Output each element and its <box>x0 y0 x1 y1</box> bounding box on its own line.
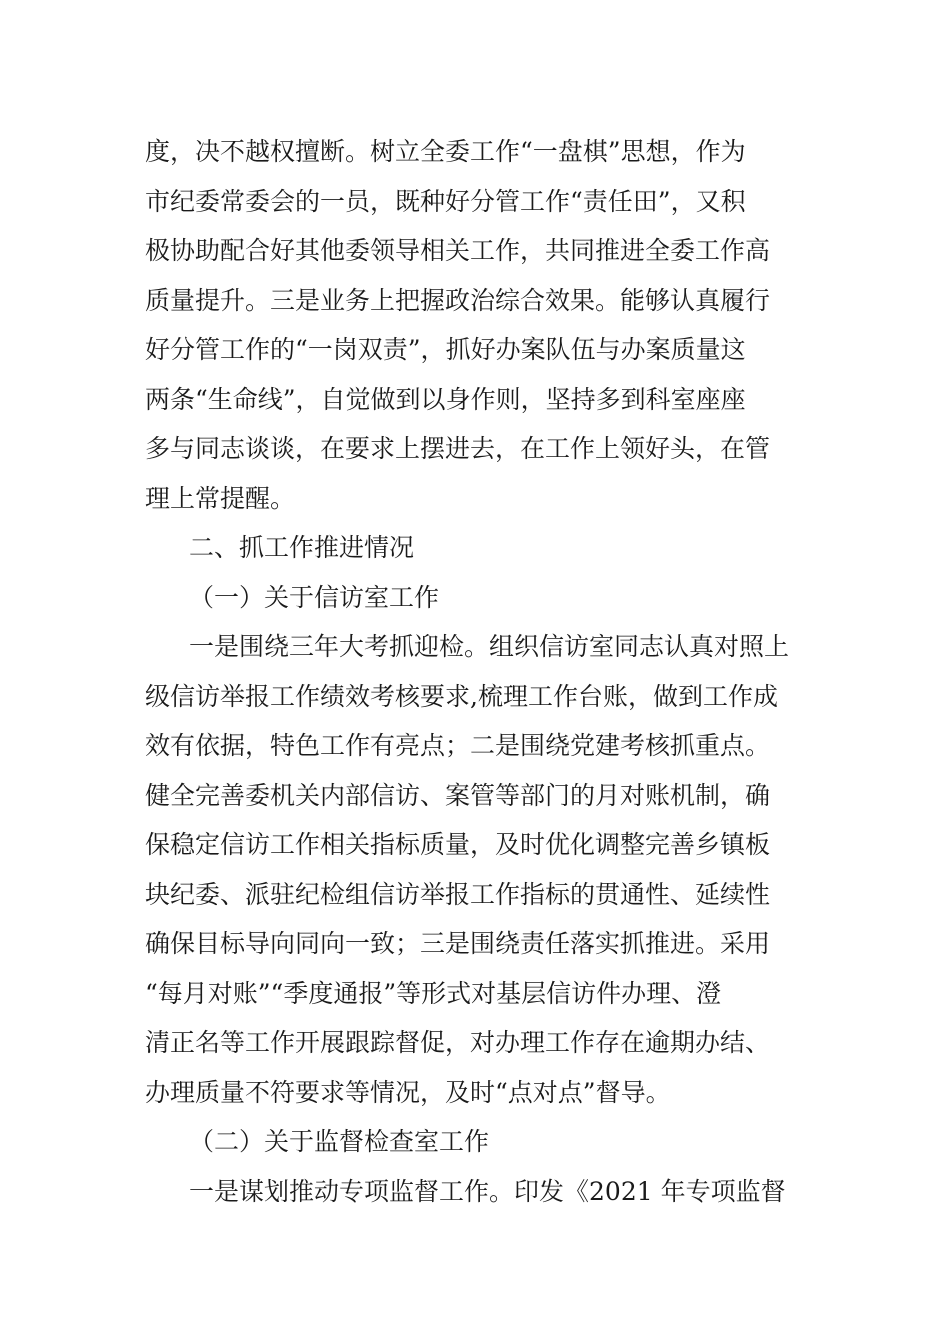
body-line: 多与同志谈谈，在要求上摆进去，在工作上领好头，在管 <box>145 434 771 463</box>
body-line: 保稳定信访工作相关指标质量，及时优化调整完善乡镇板 <box>145 830 771 859</box>
body-line: 级信访举报工作绩效考核要求,梳理工作台账，做到工作成 <box>145 681 778 711</box>
body-line: 两条“生命线”，自觉做到以身作则，坚持多到科室座座 <box>145 384 746 414</box>
body-line: “每月对账”“季度通报”等形式对基层信访件办理、澄 <box>145 978 722 1008</box>
body-line: 清正名等工作开展跟踪督促，对办理工作存在逾期办结、 <box>145 1028 771 1057</box>
subsection-heading: （一）关于信访室工作 <box>189 582 440 612</box>
body-line: 市纪委常委会的一员，既种好分管工作“责任田”，又积 <box>145 186 746 216</box>
document-body <box>145 127 810 1216</box>
body-line: 一是谋划推动专项监督工作。印发《2021 年专项监督 <box>189 1176 786 1206</box>
body-line: 一是围绕三年大考抓迎检。组织信访室同志认真对照上 <box>189 632 790 661</box>
section-heading: 二、抓工作推进情况 <box>189 533 415 562</box>
body-line: 理上常提醒。 <box>145 483 296 513</box>
body-line: 效有依据，特色工作有亮点；二是围绕党建考核抓重点。 <box>145 731 771 760</box>
body-line: 度，决不越权擅断。树立全委工作“一盘棋”思想，作为 <box>145 137 746 166</box>
body-line: 好分管工作的“一岗双责”，抓好办案队伍与办案质量这 <box>145 335 746 364</box>
body-line: 极协助配合好其他委领导相关工作，共同推进全委工作高 <box>145 236 771 265</box>
body-line: 健全完善委机关内部信访、案管等部门的月对账机制，确 <box>145 780 771 810</box>
body-line: 办理质量不符要求等情况，及时“点对点”督导。 <box>145 1077 671 1107</box>
body-line: 确保目标导向同向一致；三是围绕责任落实抓推进。采用 <box>145 929 771 958</box>
body-line: 质量提升。三是业务上把握政治综合效果。能够认真履行 <box>145 285 771 315</box>
subsection-heading: （二）关于监督检查室工作 <box>189 1127 490 1156</box>
body-line: 块纪委、派驻纪检组信访举报工作指标的贯通性、延续性 <box>145 879 771 909</box>
